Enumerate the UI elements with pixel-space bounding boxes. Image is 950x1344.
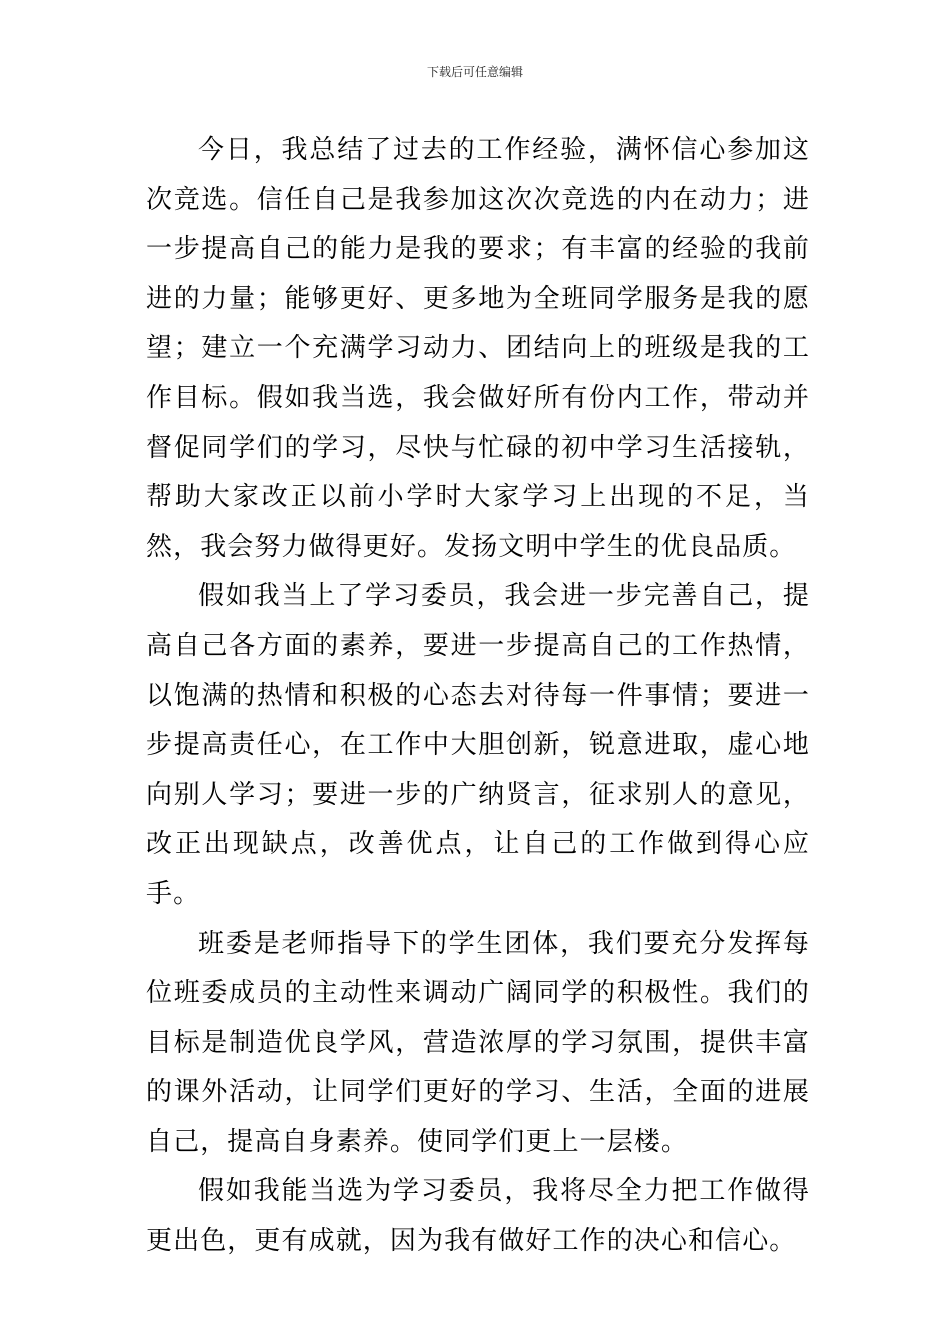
paragraph-3: 班委是老师指导下的学生团体，我们要充分发挥每位班委成员的主动性来调动广阔同学的积极性。我们的目标是制造优良学风，营造浓厚的学习氛围，提供丰富的课外活动，让同学们更好的学习、生活，全面的进展自己，提高自身素养。使同学们更上一层楼。 <box>146 928 810 1157</box>
paragraph-4: 假如我能当选为学习委员，我将尽全力把工作做得更出色，更有成就，因为我有做好工作的决心和信心。 <box>146 1176 810 1257</box>
paragraph-2: 假如我当上了学习委员，我会进一步完善自己，提高自己各方面的素养，要进一步提高自己的工作热情，以饱满的热情和积极的心态去对待每一件事情；要进一步提高责任心，在工作中大胆创新，锐意进取，虚心地向别人学习；要进一步的广纳贤言，征求别人的意见，改正出现缺点，改善优点，让自己的工作做到得心应手。 <box>146 581 810 909</box>
document-body <box>146 126 810 1267</box>
paragraph-1: 今日，我总结了过去的工作经验，满怀信心参加这次竞选。信任自己是我参加这次次竞选的内在动力；进一步提高自己的能力是我的要求；有丰富的经验的我前进的力量；能够更好、更多地为全班同学服务是我的愿望；建立一个充满学习动力、团结向上的班级是我的工作目标。假如我当选，我会做好所有份内工作，带动并督促同学们的学习，尽快与忙碌的初中学习生活接轨，帮助大家改正以前小学时大家学习上出现的不足，当然，我会努力做得更好。发扬文明中学生的优良品质。 <box>146 135 810 562</box>
page-header: 下载后可任意编辑 <box>426 65 523 79</box>
